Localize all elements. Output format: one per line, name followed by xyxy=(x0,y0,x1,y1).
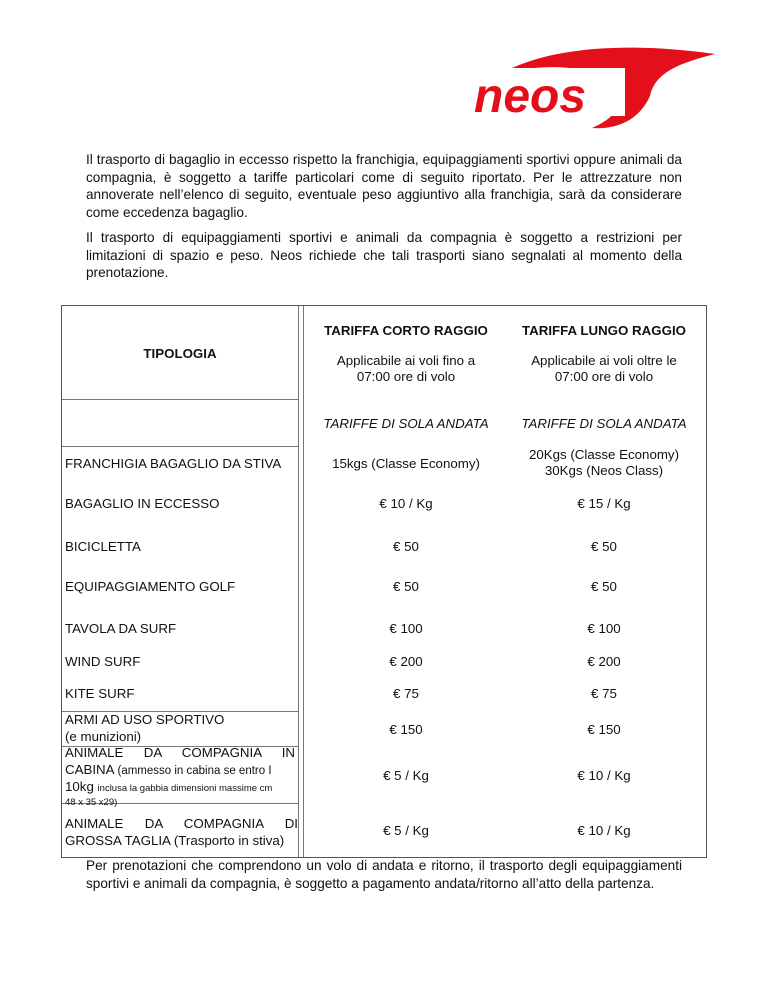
eccesso-short: € 10 / Kg xyxy=(379,496,433,511)
armi-long: € 150 xyxy=(587,722,621,737)
short-haul-title: TARIFFA CORTO RAGGIO xyxy=(324,323,488,338)
row-label-bicicletta: BICICLETTA xyxy=(65,539,141,554)
cabina-long: € 10 / Kg xyxy=(577,768,631,783)
footer-paragraph: Per prenotazioni che comprendono un volo di andata e ritorno, il trasporto degli equipaggiamenti sportivi e animali da compagnia, è soggetto a pagamento andata/ritorno all’atto della partenza. xyxy=(86,858,682,891)
bicicletta-short: € 50 xyxy=(393,539,419,554)
windsurf-short: € 200 xyxy=(389,654,423,669)
row-label-windsurf: WIND SURF xyxy=(65,654,141,669)
franchigia-long-2: 30Kgs (Neos Class) xyxy=(544,463,664,478)
restrictions-paragraph: Il trasporto di equipaggiamenti sportivi e animali da compagnia è soggetto a restrizioni per limitazioni di spazio e peso. Neos richiede che tali trasporti siano segnalati al momento della prenotazione. xyxy=(86,230,682,280)
armi-short: € 150 xyxy=(389,722,423,737)
neos-logo xyxy=(470,44,715,130)
neos-logo-text: neos xyxy=(474,70,587,123)
stiva-long: € 10 / Kg xyxy=(577,823,631,838)
eccesso-long: € 15 / Kg xyxy=(577,496,631,511)
long-haul-desc-2: 07:00 ore di volo xyxy=(554,369,654,384)
bicicletta-long: € 50 xyxy=(591,539,617,554)
windsurf-long: € 200 xyxy=(587,654,621,669)
row-label-stiva-1: ANIMALE DA COMPAGNIA DI xyxy=(65,816,298,831)
row-label-kitesurf: KITE SURF xyxy=(65,686,135,701)
tipologia-header: TIPOLOGIA xyxy=(143,346,217,361)
cabina-size-note: inclusa la gabbia dimensioni massime cm xyxy=(97,783,273,794)
row-label-armi-2: (e munizioni) xyxy=(65,729,142,744)
kitesurf-long: € 75 xyxy=(591,686,617,701)
intro-paragraph: Il trasporto di bagaglio in eccesso rispetto la franchigia, equipaggiamenti sportivi oppure animali da compagnia, è soggetto a tariffe particolari come di seguito riportato. Per le attrezzature non annoverate nell’elenco di seguito, eventuale peso aggiuntivo alla franchigia, sarà da considerare come eccedenza bagaglio. xyxy=(86,152,682,220)
short-haul-oneway: TARIFFE DI SOLA ANDATA xyxy=(323,416,489,431)
row-label-franchigia: FRANCHIGIA BAGAGLIO DA STIVA xyxy=(65,456,282,471)
long-haul-desc-1: Applicabile ai voli oltre le xyxy=(531,353,677,368)
franchigia-long-1: 20Kgs (Classe Economy) xyxy=(528,447,680,462)
short-haul-desc-1: Applicabile ai voli fino a xyxy=(336,353,476,368)
cabina-weight: 10kg xyxy=(65,779,94,794)
row-label-surf: TAVOLA DA SURF xyxy=(65,621,177,636)
franchigia-short: 15kgs (Classe Economy) xyxy=(332,456,480,471)
surf-short: € 100 xyxy=(389,621,423,636)
tariff-table xyxy=(61,305,707,858)
golf-short: € 50 xyxy=(393,579,419,594)
row-label-cabina-2 xyxy=(65,762,297,779)
long-haul-oneway: TARIFFE DI SOLA ANDATA xyxy=(521,416,687,431)
short-haul-desc-2: 07:00 ore di volo xyxy=(356,369,456,384)
row-label-stiva-2: GROSSA TAGLIA (Trasporto in stiva) xyxy=(65,833,285,848)
cabina-short: € 5 / Kg xyxy=(383,768,429,783)
row-label-cabina-1: ANIMALE DA COMPAGNIA IN xyxy=(65,745,295,760)
kitesurf-short: € 75 xyxy=(393,686,419,701)
stiva-short: € 5 / Kg xyxy=(383,823,429,838)
row-label-armi-1: ARMI AD USO SPORTIVO xyxy=(65,712,225,727)
row-label-golf: EQUIPAGGIAMENTO GOLF xyxy=(65,579,236,594)
cabina-label-word: CABINA xyxy=(65,762,114,777)
golf-long: € 50 xyxy=(591,579,617,594)
row-label-cabina-4: 48 x 35 x29) xyxy=(65,797,118,808)
cabina-label-note: (ammesso in cabina se entro I xyxy=(117,765,272,777)
row-label-eccesso: BAGAGLIO IN ECCESSO xyxy=(65,496,220,511)
long-haul-title: TARIFFA LUNGO RAGGIO xyxy=(522,323,686,338)
surf-long: € 100 xyxy=(587,621,621,636)
